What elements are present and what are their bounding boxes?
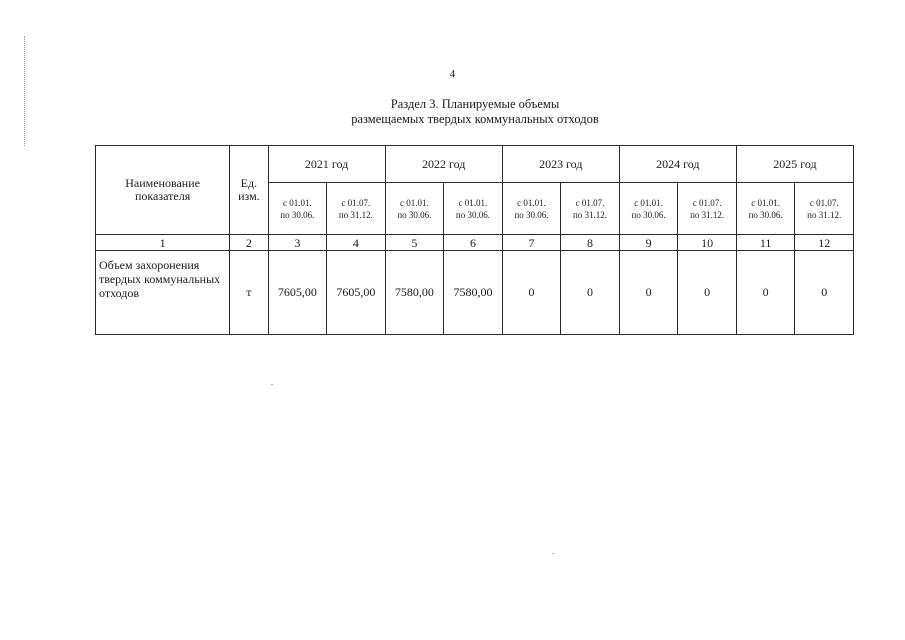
period-end: по 30.06. (748, 209, 783, 220)
header-name-line1: Наименование (125, 176, 200, 190)
period-start: с 01.01. (282, 197, 312, 208)
header-period (619, 183, 678, 235)
column-number: 7 (502, 235, 561, 251)
column-number: 4 (327, 235, 386, 251)
column-number: 1 (96, 235, 230, 251)
table-row (96, 251, 854, 335)
value-cell: 7605,00 (327, 251, 386, 335)
scan-speck (552, 553, 554, 554)
unit-cell: т (230, 251, 268, 335)
section-title-line1: Раздел 3. Планируемые объемы (390, 97, 560, 111)
period-end: по 30.06. (631, 209, 666, 220)
column-number-row (96, 235, 854, 251)
period-end: по 30.06. (280, 209, 315, 220)
section-heading (0, 97, 905, 127)
header-period (268, 183, 327, 235)
period-end: по 30.06. (455, 209, 490, 220)
value-cell: 7580,00 (444, 251, 503, 335)
period-end: по 30.06. (397, 209, 432, 220)
value-cell: 0 (502, 251, 561, 335)
period-end: по 30.06. (514, 209, 549, 220)
value-cell: 0 (561, 251, 620, 335)
period-start: с 01.01. (458, 197, 488, 208)
margin-scan-line (24, 36, 25, 146)
period-start: с 01.01. (634, 197, 663, 208)
value-cell: 0 (736, 251, 795, 335)
column-number: 9 (619, 235, 678, 251)
header-unit-line2: изм. (238, 189, 260, 203)
value-cell: 0 (795, 251, 854, 335)
header-unit-line1: Ед. (240, 176, 258, 190)
period-start: с 01.01. (751, 197, 781, 208)
column-number: 2 (230, 235, 268, 251)
header-period (795, 183, 854, 235)
header-row-years (96, 146, 854, 183)
period-end: по 31.12. (338, 209, 373, 220)
header-year-2024: 2024 год (619, 146, 736, 183)
value-cell: 7580,00 (385, 251, 444, 335)
column-number: 11 (736, 235, 795, 251)
period-start: с 01.07. (809, 197, 839, 208)
period-start: с 01.07. (341, 197, 371, 208)
period-end: по 31.12. (690, 209, 725, 220)
header-period (678, 183, 737, 235)
column-number: 3 (268, 235, 327, 251)
value-cell: 7605,00 (268, 251, 327, 335)
scan-speck (271, 384, 273, 385)
period-start: с 01.01. (517, 197, 546, 208)
column-number: 8 (561, 235, 620, 251)
header-name-line2: показателя (134, 189, 191, 203)
waste-volume-table (95, 145, 854, 335)
period-start: с 01.07. (575, 197, 605, 208)
header-period (736, 183, 795, 235)
header-year-2022: 2022 год (385, 146, 502, 183)
header-period (385, 183, 444, 235)
header-period (444, 183, 503, 235)
header-period (561, 183, 620, 235)
period-start: с 01.01. (400, 197, 429, 208)
column-number: 10 (678, 235, 737, 251)
column-number: 5 (385, 235, 444, 251)
value-cell: 0 (678, 251, 737, 335)
indicator-label: Объем захоронения твердых коммунальных отходов (96, 251, 230, 335)
period-end: по 31.12. (807, 209, 842, 220)
column-number: 12 (795, 235, 854, 251)
period-end: по 31.12. (572, 209, 608, 220)
header-year-2023: 2023 год (502, 146, 619, 183)
page-number: 4 (449, 68, 456, 80)
header-unit-cell (230, 146, 268, 235)
header-year-2021: 2021 год (268, 146, 385, 183)
header-period (502, 183, 561, 235)
header-period (327, 183, 386, 235)
header-year-2025: 2025 год (736, 146, 853, 183)
section-title-line2: размещаемых твердых коммунальных отходов (351, 112, 599, 126)
column-number: 6 (444, 235, 503, 251)
header-name-cell (96, 146, 230, 235)
value-cell: 0 (619, 251, 678, 335)
period-start: с 01.07. (692, 197, 722, 208)
